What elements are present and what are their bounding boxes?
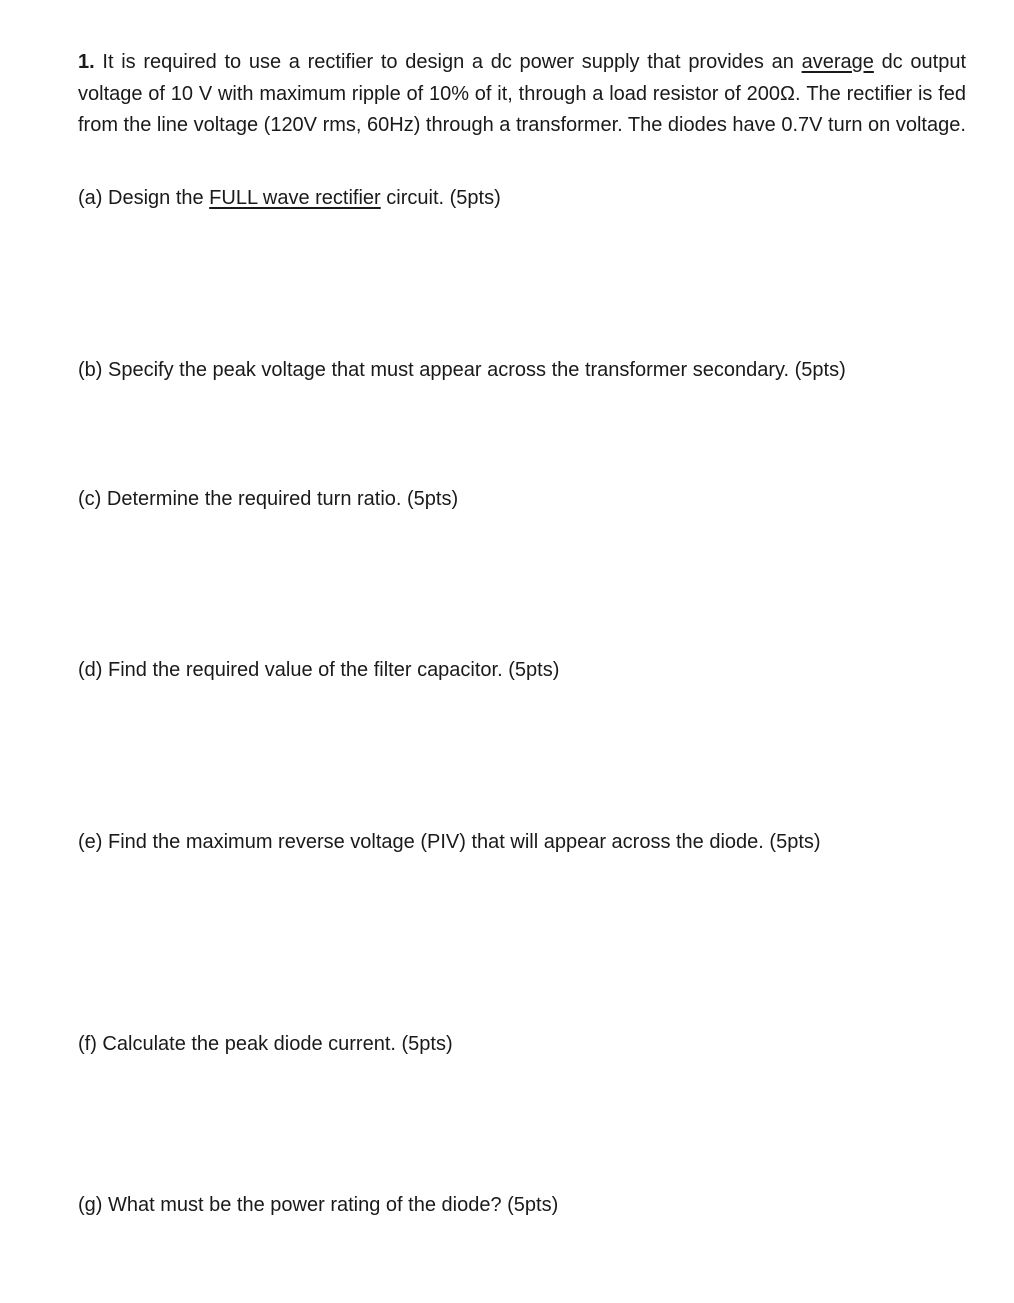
underlined-full-wave-rectifier: FULL wave rectifier <box>209 187 381 209</box>
question-d: (d) Find the required value of the filter capacitor. (5pts) <box>78 659 560 681</box>
question-g: (g) What must be the power rating of the diode? (5pts) <box>78 1194 559 1216</box>
question-b: (b) Specify the peak voltage that must appear across the transformer secondary. (5pts) <box>78 359 846 381</box>
question-f: (f) Calculate the peak diode current. (5pts) <box>78 1033 453 1055</box>
question-a-suffix: circuit. (5pts) <box>380 187 501 209</box>
problem-statement <box>78 47 966 142</box>
problem-number: 1. <box>78 51 95 73</box>
underlined-average: average <box>801 51 874 73</box>
question-e: (e) Find the maximum reverse voltage (PIV) that will appear across the diode. (5pts) <box>78 831 821 853</box>
problem-text-part1: It is required to use a rectifier to design a dc power supply that provides an <box>94 51 802 73</box>
question-a <box>78 186 501 210</box>
question-c: (c) Determine the required turn ratio. (5pts) <box>78 488 459 510</box>
question-a-prefix: (a) Design the <box>78 187 210 209</box>
problem-text-part2: dc output voltage of 10 V with maximum ripple of 10% of it, through a load resistor of 200Ω. The rectifier is fed from the line voltage (120V rms, 60Hz) through a transformer. The diodes have 0.7V turn on voltage. <box>78 51 966 136</box>
